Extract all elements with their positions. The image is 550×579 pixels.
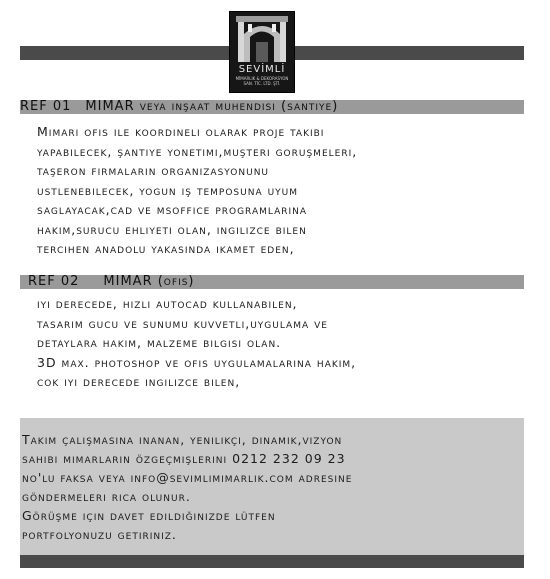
contact-line: portfolyonuzu getiriniz. xyxy=(22,527,177,542)
ref1-line: hakim,surucu ehliyeti olan, ingilizce bilen xyxy=(37,221,307,237)
ref2-heading xyxy=(28,275,195,289)
logo-subtitle-company: SAN. TİC. LTD. ŞTİ. xyxy=(243,81,281,86)
ref2-line: tasarım gucu ve sunumu kuvvetli,uygulama ve xyxy=(37,315,328,331)
contact-line: Görüşme için davet edildiğinizde lütfen xyxy=(22,508,276,523)
ref1-line: yapabilecek, şantiye yonetimi,muşteri goruşmeleri, xyxy=(37,143,358,159)
logo-subtitle: MİMARLIK & DEKORASYON xyxy=(235,76,289,81)
bottom-divider-bar xyxy=(20,555,524,568)
contact-line: no'lu faksa veya info@sevimlimimarlik.com adresine xyxy=(22,470,353,485)
ref2-line: iyi derecede, hızlı autocad kullanabilen, xyxy=(37,296,298,311)
contact-line: Takım çalışmasına inanan, yenilikçi, dinamik,vizyon xyxy=(22,432,343,447)
arch-emblem-icon xyxy=(230,12,294,64)
contact-line: göndermeleri rica olunur. xyxy=(22,489,191,504)
ref1-line: Mimari ofis ile koordineli olarak proje takibi xyxy=(37,124,325,139)
ref1-line: ustlenebilecek, yogun iş temposuna uyum xyxy=(37,182,299,198)
logo-name: SEVİMLİ xyxy=(238,64,286,75)
ref1-line: taşeron firmaların organizasyonunu xyxy=(37,163,270,178)
ref1-line: saglayacak,cad ve msoffice programlarına xyxy=(37,202,308,217)
ref1-code: REF 01 xyxy=(20,99,72,114)
contact-line: sahibi mimarların özgeçmişlerini 0212 232 09 23 xyxy=(22,451,346,466)
ref2-title: MIMAR (ofis) xyxy=(103,274,195,289)
ref1-title: MIMAR veya inşaat muhendisi (santiye) xyxy=(85,99,339,114)
ref1-heading xyxy=(20,100,338,114)
ref1-line: tercihen anadolu yakasında ikamet eden, xyxy=(37,241,295,256)
company-logo xyxy=(229,11,295,93)
ref2-description xyxy=(37,294,356,392)
ref1-description xyxy=(37,122,357,259)
contact-text xyxy=(22,430,352,544)
ref2-line: detaylara hakim, malzeme bilgisi olan. xyxy=(37,335,282,350)
ref2-line: cok iyi derecede ingilizce bilen, xyxy=(37,374,241,389)
ref2-line: 3D max. photoshop ve ofis uygulamalarına hakim, xyxy=(37,354,357,370)
ref2-code: REF 02 xyxy=(28,274,80,289)
